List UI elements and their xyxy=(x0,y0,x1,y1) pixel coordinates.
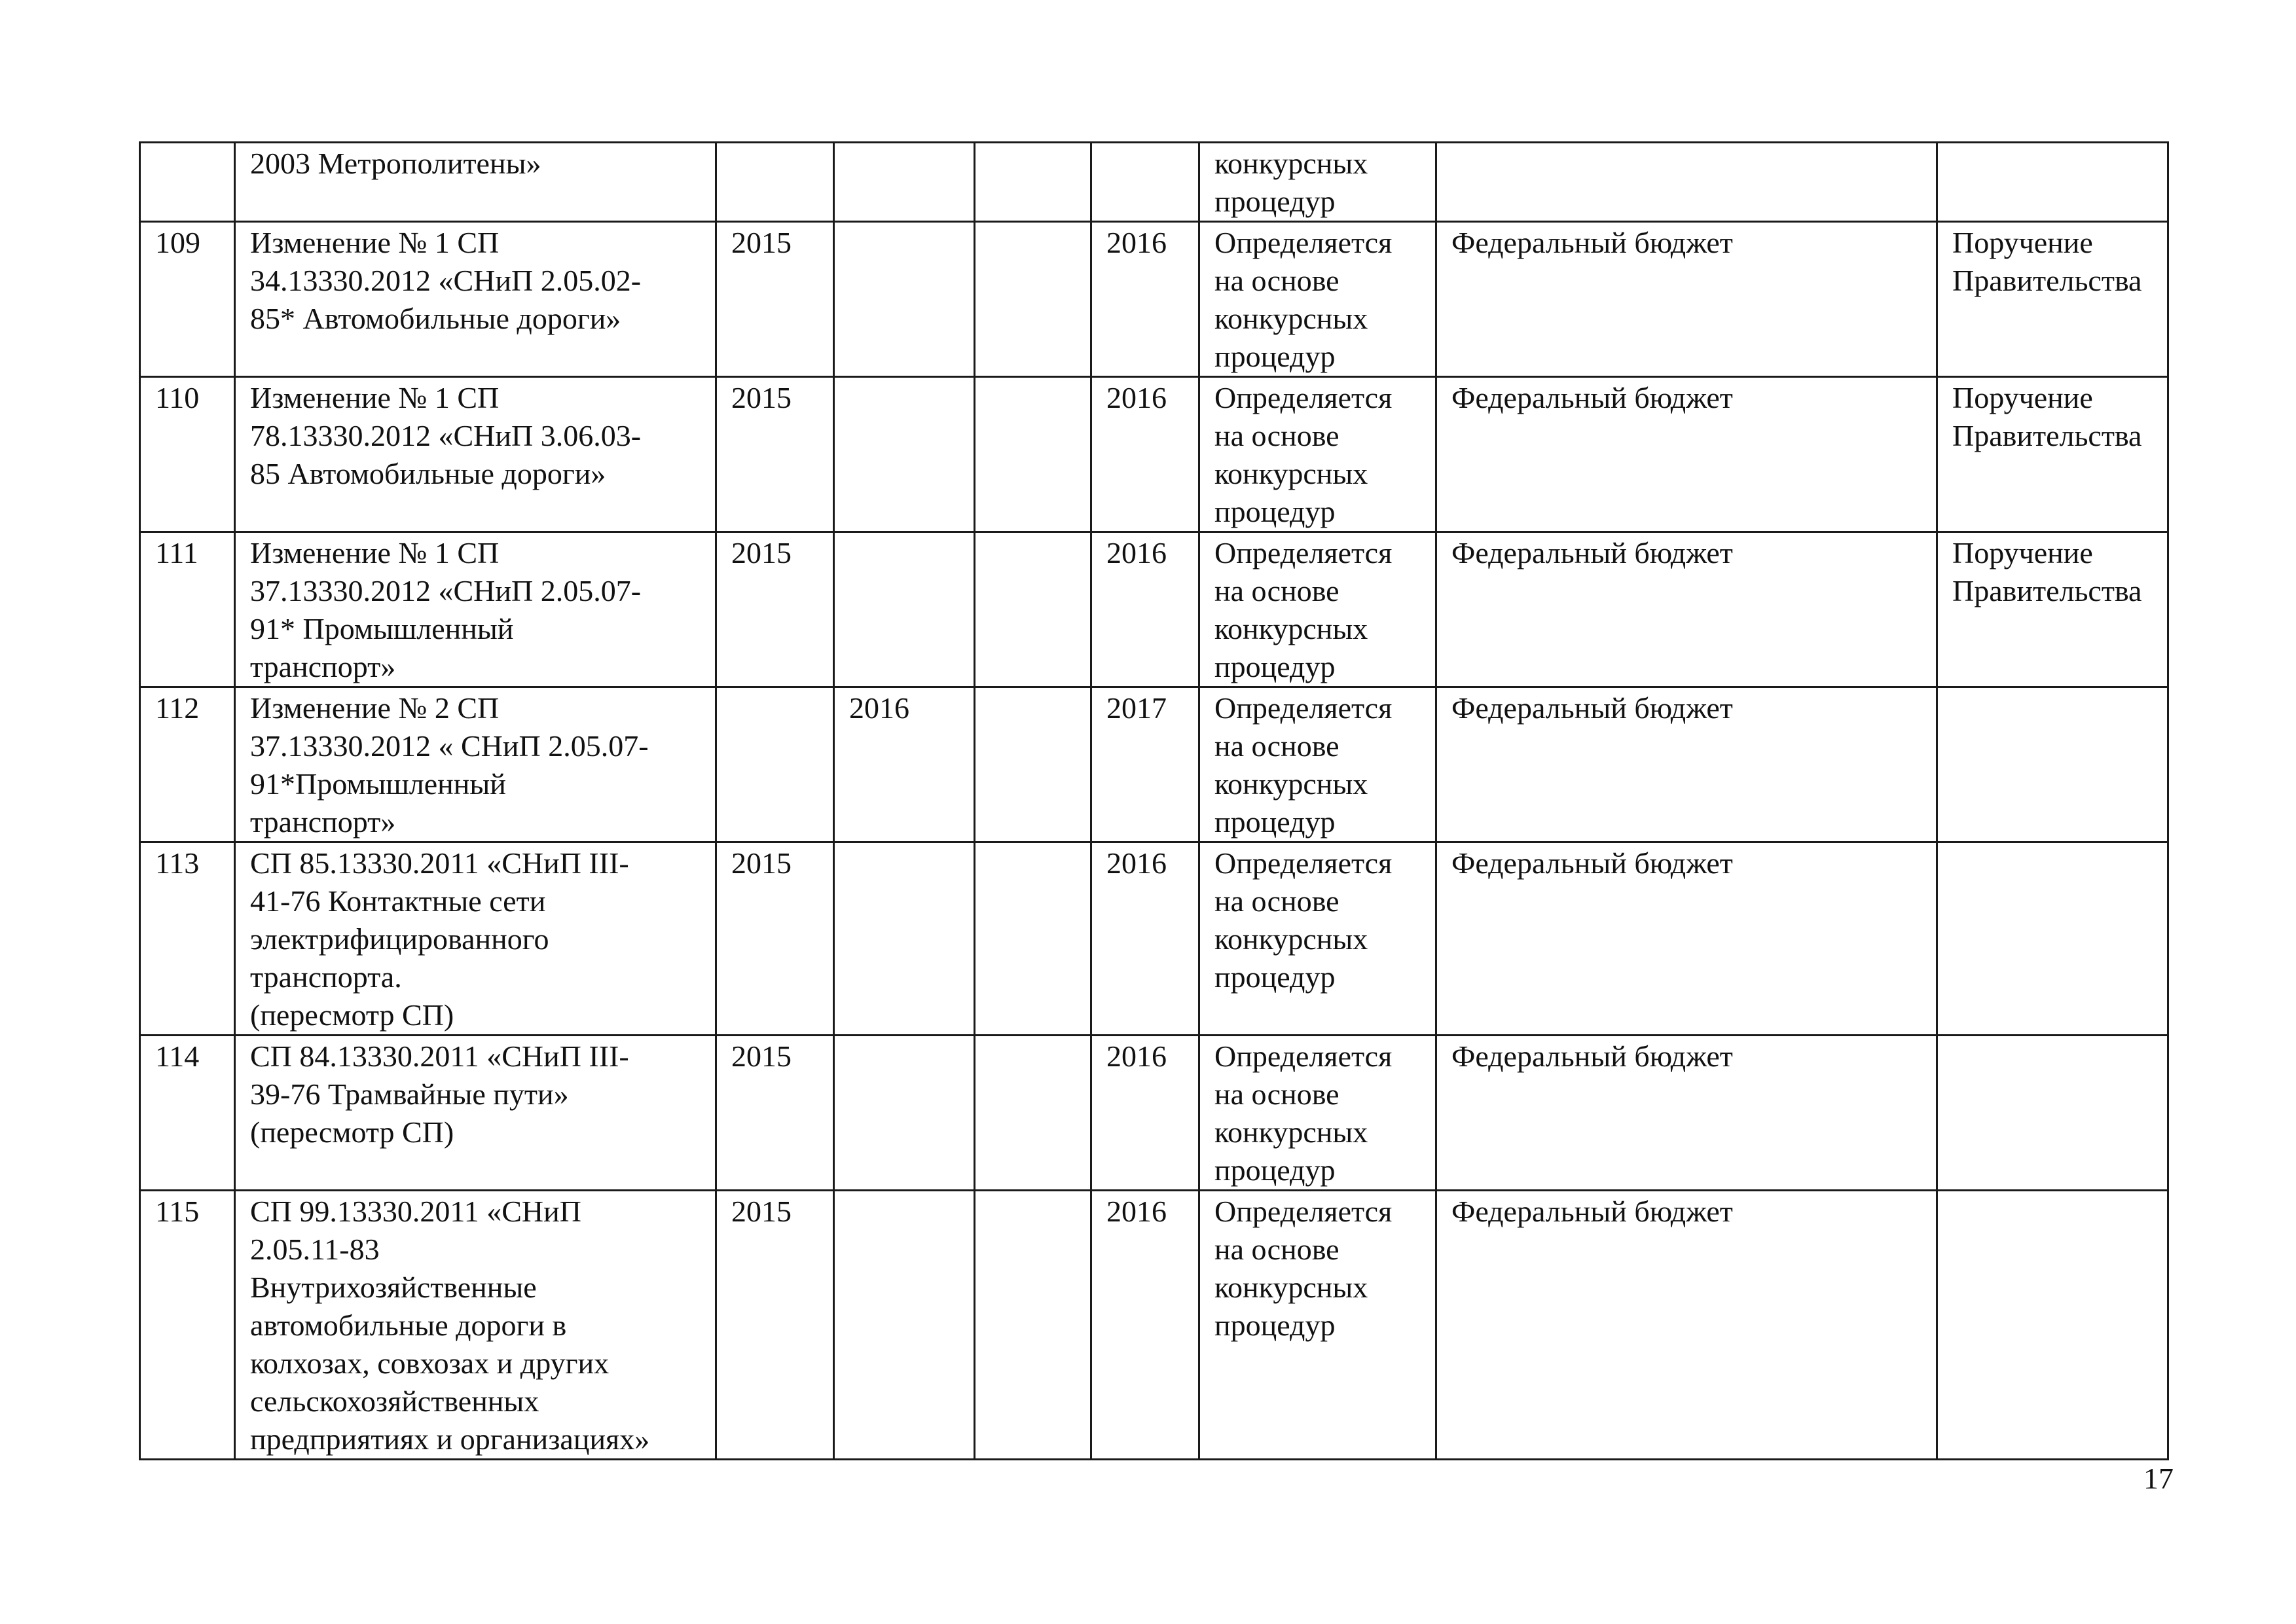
row-number xyxy=(140,143,235,222)
cost-cell: Определяется на основе конкурсных процедур xyxy=(1199,687,1436,842)
year-cell xyxy=(716,687,834,842)
basis-cell: Поручение Правительства xyxy=(1937,532,2168,687)
document-name: Изменение № 2 СП 37.13330.2012 « СНиП 2.05.07- 91*Промышленный транспорт» xyxy=(235,687,716,842)
row-number: 112 xyxy=(140,687,235,842)
document-name: СП 84.13330.2011 «СНиП III- 39-76 Трамвайные пути» (пересмотр СП) xyxy=(235,1036,716,1191)
year-cell: 2015 xyxy=(716,222,834,377)
cost-cell: Определяется на основе конкурсных процедур xyxy=(1199,377,1436,532)
end-year-cell: 2016 xyxy=(1091,1036,1199,1191)
year-cell: 2015 xyxy=(716,532,834,687)
year-cell xyxy=(975,1191,1091,1460)
table-row xyxy=(140,222,2168,377)
year-cell xyxy=(975,1036,1091,1191)
year-cell xyxy=(975,687,1091,842)
basis-cell: Поручение Правительства xyxy=(1937,222,2168,377)
funding-source-cell xyxy=(1436,143,1937,222)
table-row xyxy=(140,532,2168,687)
funding-source-cell: Федеральный бюджет xyxy=(1436,1191,1937,1460)
table-row xyxy=(140,377,2168,532)
table-body xyxy=(140,143,2168,1460)
funding-source-cell: Федеральный бюджет xyxy=(1436,842,1937,1036)
basis-cell xyxy=(1937,842,2168,1036)
page-number: 17 xyxy=(2143,1462,2174,1495)
end-year-cell xyxy=(1091,143,1199,222)
plan-table xyxy=(139,141,2169,1460)
year-cell xyxy=(834,377,975,532)
basis-cell xyxy=(1937,1036,2168,1191)
cost-cell: конкурсных процедур xyxy=(1199,143,1436,222)
year-cell xyxy=(834,222,975,377)
basis-cell xyxy=(1937,1191,2168,1460)
end-year-cell: 2016 xyxy=(1091,222,1199,377)
table-row xyxy=(140,1036,2168,1191)
row-number: 114 xyxy=(140,1036,235,1191)
year-cell xyxy=(975,222,1091,377)
table-row xyxy=(140,143,2168,222)
year-cell: 2015 xyxy=(716,1191,834,1460)
document-name: Изменение № 1 СП 37.13330.2012 «СНиП 2.05.07- 91* Промышленный транспорт» xyxy=(235,532,716,687)
year-cell: 2015 xyxy=(716,377,834,532)
year-cell xyxy=(975,143,1091,222)
year-cell xyxy=(834,532,975,687)
document-name: Изменение № 1 СП 78.13330.2012 «СНиП 3.06.03- 85 Автомобильные дороги» xyxy=(235,377,716,532)
funding-source-cell: Федеральный бюджет xyxy=(1436,687,1937,842)
row-number: 110 xyxy=(140,377,235,532)
funding-source-cell: Федеральный бюджет xyxy=(1436,377,1937,532)
document-name: Изменение № 1 СП 34.13330.2012 «СНиП 2.05.02- 85* Автомобильные дороги» xyxy=(235,222,716,377)
cost-cell: Определяется на основе конкурсных процедур xyxy=(1199,222,1436,377)
row-number: 111 xyxy=(140,532,235,687)
basis-cell xyxy=(1937,143,2168,222)
funding-source-cell: Федеральный бюджет xyxy=(1436,1036,1937,1191)
cost-cell: Определяется на основе конкурсных процедур xyxy=(1199,1191,1436,1460)
cost-cell: Определяется на основе конкурсных процедур xyxy=(1199,842,1436,1036)
basis-cell xyxy=(1937,687,2168,842)
year-cell: 2015 xyxy=(716,1036,834,1191)
table-row xyxy=(140,1191,2168,1460)
end-year-cell: 2016 xyxy=(1091,532,1199,687)
cost-cell: Определяется на основе конкурсных процедур xyxy=(1199,1036,1436,1191)
end-year-cell: 2016 xyxy=(1091,377,1199,532)
year-cell xyxy=(834,1036,975,1191)
end-year-cell: 2016 xyxy=(1091,842,1199,1036)
year-cell xyxy=(834,143,975,222)
year-cell xyxy=(834,1191,975,1460)
year-cell xyxy=(834,842,975,1036)
year-cell xyxy=(975,532,1091,687)
row-number: 109 xyxy=(140,222,235,377)
year-cell xyxy=(975,842,1091,1036)
funding-source-cell: Федеральный бюджет xyxy=(1436,532,1937,687)
document-name: СП 99.13330.2011 «СНиП 2.05.11-83 Внутрихозяйственные автомобильные дороги в колхозах, совхозах и других сельскохозяйственных предприятиях и организациях» xyxy=(235,1191,716,1460)
end-year-cell: 2017 xyxy=(1091,687,1199,842)
row-number: 115 xyxy=(140,1191,235,1460)
document-name: 2003 Метрополитены» xyxy=(235,143,716,222)
year-cell: 2015 xyxy=(716,842,834,1036)
cost-cell: Определяется на основе конкурсных процедур xyxy=(1199,532,1436,687)
year-cell xyxy=(716,143,834,222)
document-name: СП 85.13330.2011 «СНиП III- 41-76 Контактные сети электрифицированного транспорта. (пересмотр СП) xyxy=(235,842,716,1036)
funding-source-cell: Федеральный бюджет xyxy=(1436,222,1937,377)
year-cell xyxy=(975,377,1091,532)
row-number: 113 xyxy=(140,842,235,1036)
table-row xyxy=(140,842,2168,1036)
table-row xyxy=(140,687,2168,842)
year-cell: 2016 xyxy=(834,687,975,842)
end-year-cell: 2016 xyxy=(1091,1191,1199,1460)
basis-cell: Поручение Правительства xyxy=(1937,377,2168,532)
